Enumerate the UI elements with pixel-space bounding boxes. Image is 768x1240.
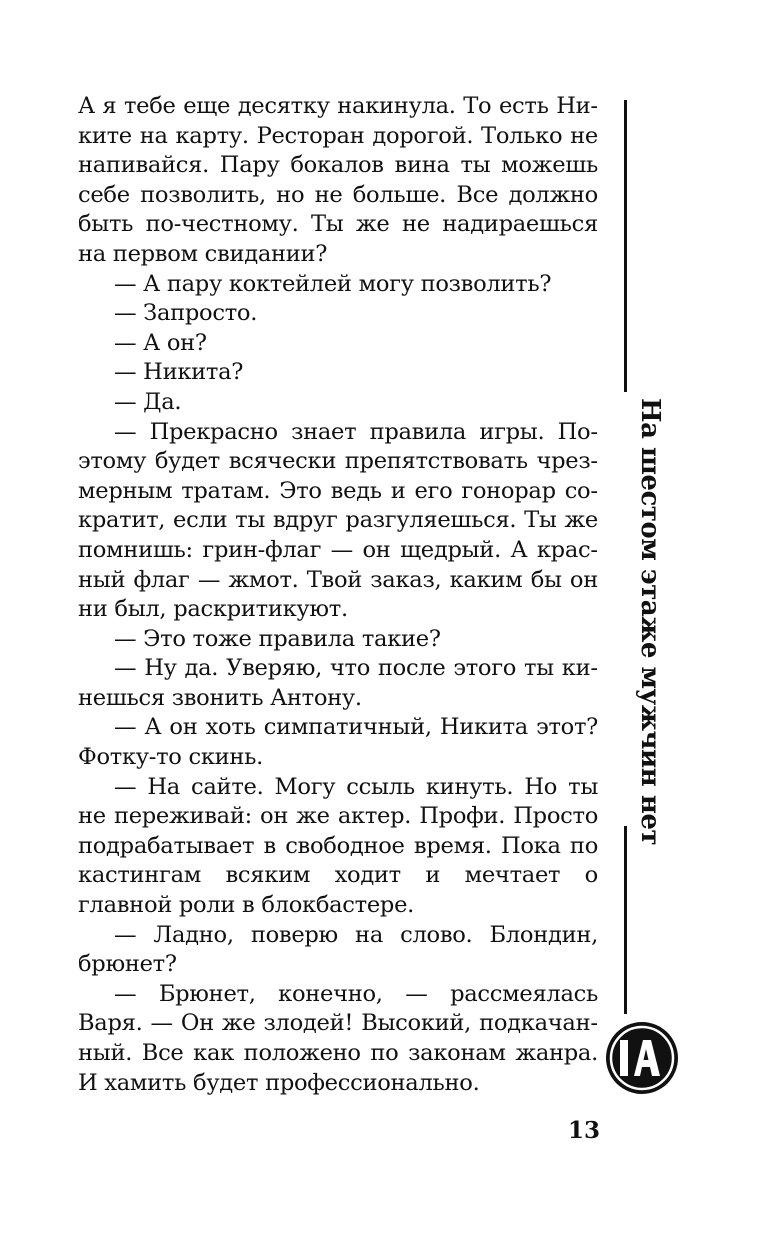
running-title: На шестом этаже мужчин нет (635, 398, 665, 846)
dialogue-line-1: — А пару коктейлей могу позволить? (114, 270, 552, 297)
dialogue-line-7: — Это тоже правила такие? (114, 625, 441, 652)
side-rule-bottom (624, 826, 627, 1014)
dialogue-line-3: — А он? (114, 329, 207, 356)
dialogue-line-6: — Прекрасно знает правила игры. Поэтому будет всячески препятствовать чрезмерным тратам. Это ведь и его гонорар сократит, если ты вдруг разгуляешься. Ты же помнишь: грин-флаг — он щедрый. А красный флаг — жмот. Твой заказ, каким бы он ни был, раскритикуют. (78, 418, 598, 623)
page-number: 13 (567, 1117, 600, 1144)
dialogue-line-10: — На сайте. Могу ссыль кинуть. Но ты не переживай: он же актер. Профи. Просто подрабатывает в свободное время. Пока по кастингам всяким ходит и мечтает о главной роли в блокбастере. (78, 773, 598, 919)
page-body-text (78, 92, 598, 1098)
dialogue-line-8: — Ну да. Уверяю, что после этого ты кинешься звонить Антону. (78, 655, 598, 711)
dialogue-line-4: — Никита? (114, 359, 244, 386)
dialogue-line-11: — Ладно, поверю на слово. Блондин, брюнет? (78, 921, 598, 978)
publisher-logo-icon (604, 1020, 680, 1096)
dialogue-line-5: — Да. (114, 388, 182, 415)
paragraph-1: А я тебе еще десятку накинула. То есть Никите на карту. Ресторан дорогой. Только не напивайся. Пару бокалов вина ты можешь себе позволить, но не больше. Все должно быть по-честному. Ты же не надираешься на первом свидании? (78, 93, 598, 267)
dialogue-line-12: — Брюнет, конечно, — рассмеялась Варя. — Он же злодей! Высокий, подкачанный. Все как положено по законам жанра. И хамить будет профессионально. (78, 980, 598, 1096)
side-rule-top (624, 100, 627, 392)
dialogue-line-9: — А он хоть симпатичный, Никита этот? Фотку-то скинь. (78, 714, 598, 771)
dialogue-line-2: — Запросто. (114, 300, 258, 327)
